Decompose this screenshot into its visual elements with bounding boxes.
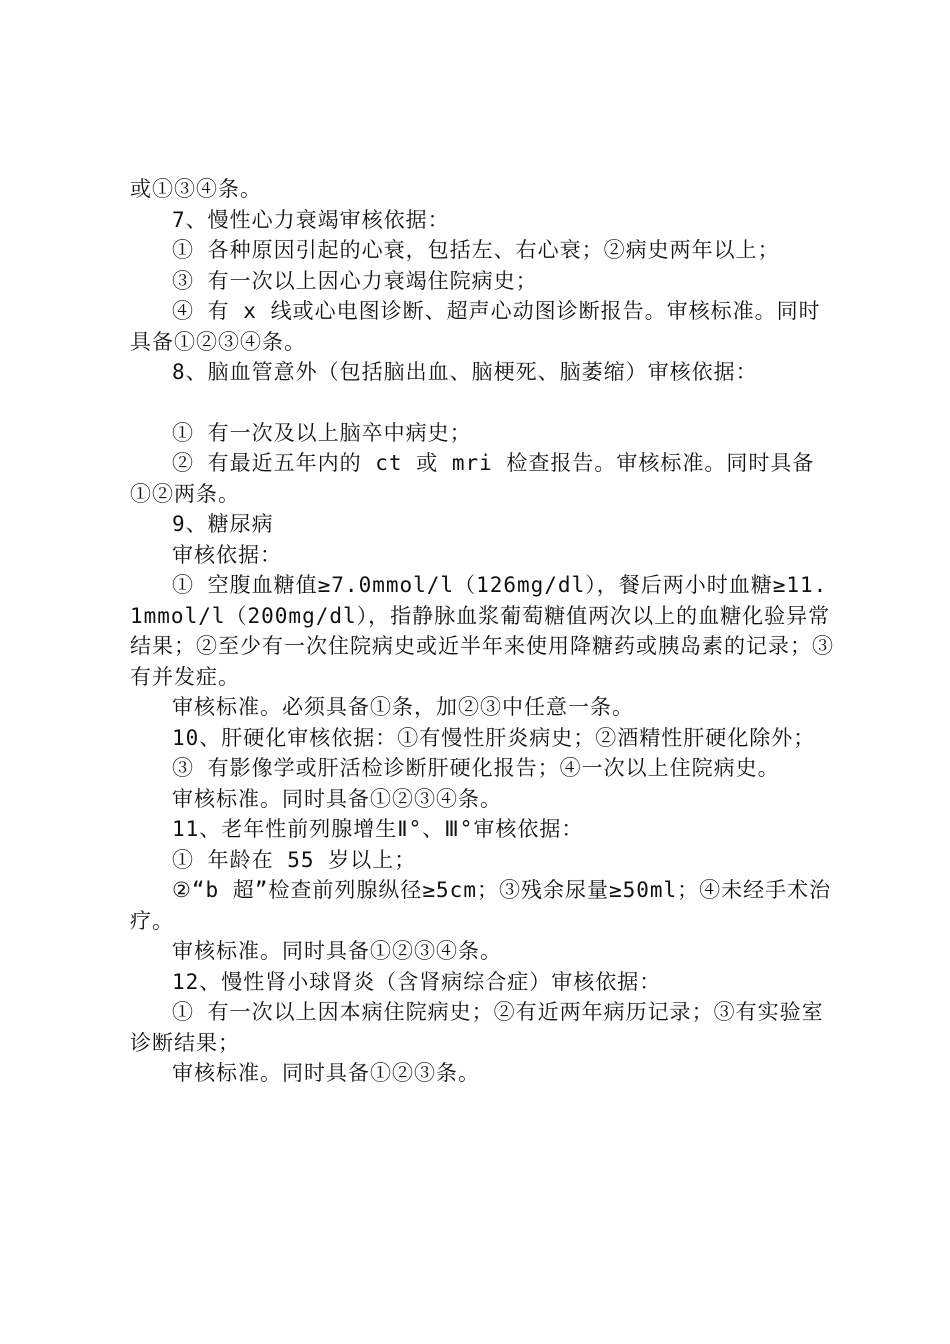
blank-line bbox=[130, 388, 836, 418]
paragraph-21: ① 有一次以上因本病住院病史；②有近两年病历记录；③有实验室诊断结果； bbox=[130, 1000, 824, 1055]
paragraph-12: 审核标准。必须具备①条，加②③中任意一条。 bbox=[172, 695, 634, 719]
paragraph-18: ②“b 超”检查前列腺纵径≥5cm；③残余尿量≥50ml；④未经手术治疗。 bbox=[130, 878, 832, 933]
paragraph-3: ① 各种原因引起的心衰，包括左、右心衰；②病史两年以上； bbox=[172, 238, 780, 262]
paragraph-1: 或①③④条。 bbox=[130, 177, 262, 201]
paragraph-20: 12、慢性肾小球肾炎（含肾病综合症）审核依据： bbox=[172, 969, 662, 994]
paragraph-7: ① 有一次及以上脑卒中病史； bbox=[172, 420, 472, 445]
paragraph-2: 7、慢性心力衰竭审核依据： bbox=[172, 207, 450, 232]
paragraph-4: ③ 有一次以上因心力衰竭住院病史； bbox=[172, 268, 538, 293]
paragraph-15: 审核标准。同时具备①②③④条。 bbox=[172, 786, 502, 811]
paragraph-13: 10、肝硬化审核依据：①有慢性肝炎病史；②酒精性肝硬化除外； bbox=[172, 725, 816, 750]
paragraph-9: 9、糖尿病 bbox=[172, 512, 274, 536]
paragraph-16: 11、老年性前列腺增生Ⅱ°、Ⅲ°审核依据： bbox=[172, 817, 584, 841]
paragraph-11: ① 空腹血糖值≥7.0mmol/l（126mg/dl），餐后两小时血糖≥11.1mmol/l（200mg/dl），指静脉血浆葡萄糖值两次以上的血糖化验异常结果；②至少有一次住院病史或近半年来使用降糖药或胰岛素的记录；③有并发症。 bbox=[130, 573, 834, 689]
paragraph-19: 审核标准。同时具备①②③④条。 bbox=[172, 939, 502, 963]
paragraph-17: ① 年龄在 55 岁以上； bbox=[172, 847, 417, 872]
paragraph-22: 审核标准。同时具备①②③条。 bbox=[172, 1061, 480, 1085]
paragraph-14: ③ 有影像学或肝活检诊断肝硬化报告；④一次以上住院病史。 bbox=[172, 756, 780, 780]
paragraph-5: ④ 有 x 线或心电图诊断、超声心动图诊断报告。审核标准。同时具备①②③④条。 bbox=[130, 299, 821, 354]
paragraph-8: ② 有最近五年内的 ct 或 mri 检查报告。审核标准。同时具备①②两条。 bbox=[130, 451, 815, 506]
document-body bbox=[130, 174, 836, 1089]
paragraph-6: 8、脑血管意外（包括脑出血、脑梗死、脑萎缩）审核依据： bbox=[172, 360, 758, 384]
paragraph-10: 审核依据： bbox=[172, 542, 282, 567]
